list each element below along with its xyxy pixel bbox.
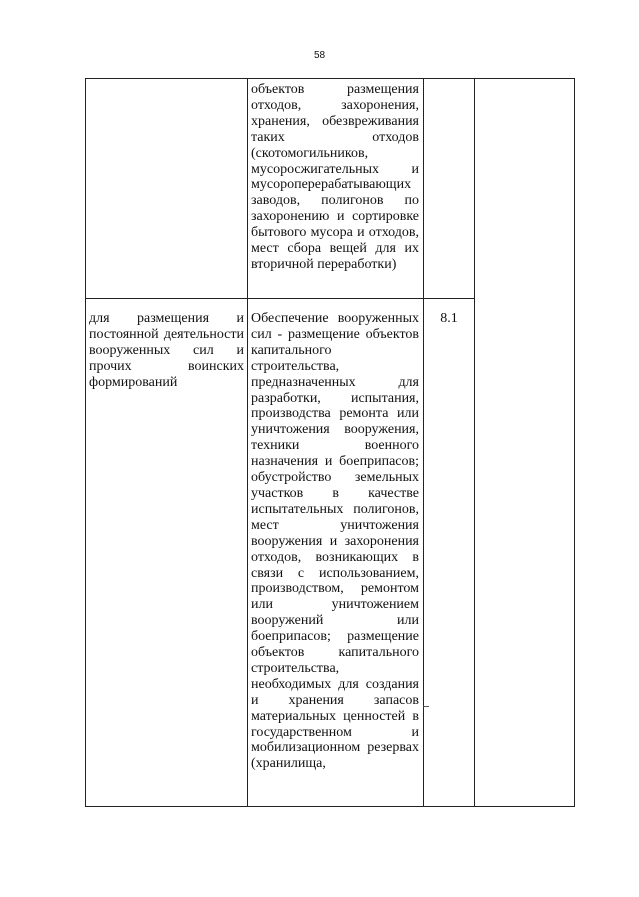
column-divider (423, 79, 424, 806)
purpose-cell: для размещения и постоянной деятельности вооруженных сил и прочих воинских формирований (89, 311, 244, 390)
description-cell: объектов размещения отходов, захоронения, хранения, обезвреживания таких отходов (скотомогильников, мусоросжигательных и мусороперерабатывающих заводов, полигонов по захоронению и сортировке бытового мусора и отходов, мест сбора вещей для их вторичной переработки) (251, 82, 419, 272)
column-divider (247, 79, 248, 806)
page-number: 58 (313, 50, 326, 61)
description-cell: Обеспечение вооруженных сил - размещение объектов капитального строительства, предназначенных для разработки, испытания, производства ремонта или уничтожения вооружения, техники военного назначения и боеприпасов; обустройство земельных участков в качестве испытательных полигонов, мест уничтожения вооружения и захоронения отходов, возникающих в связи с использованием, производством, ремонтом или уничтожением вооружений или боеприпасов; размещение объектов капитального строительства, необходимых для создания и хранения запасов материальных ценностей в государственном и мобилизационном резервах (хранилища, (251, 311, 419, 772)
document-table (85, 78, 575, 807)
row-divider (86, 298, 474, 299)
code-cell: 8.1 (440, 311, 458, 326)
scan-mark (423, 706, 429, 707)
column-divider (474, 79, 475, 806)
